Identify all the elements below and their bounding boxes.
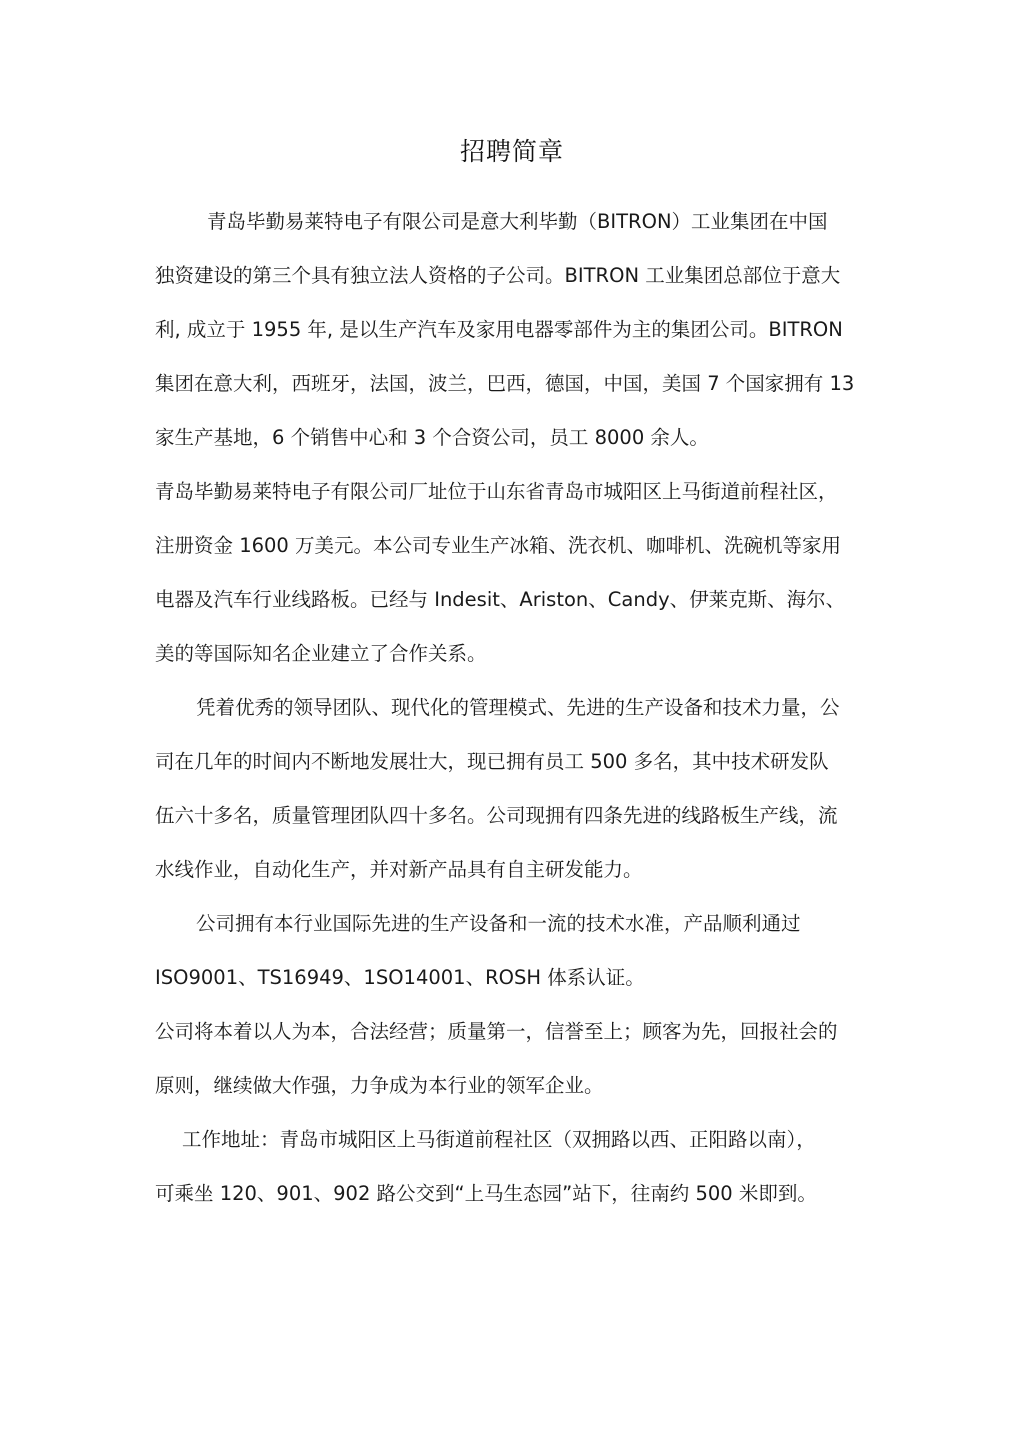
paragraph-line: 工作地址：青岛市城阳区上马街道前程社区（双拥路以西、正阳路以南）， [182,1128,816,1151]
paragraph-line: 青岛毕勤易莱特电子有限公司厂址位于山东省青岛市城阳区上马街道前程社区， [155,480,838,503]
paragraph-line: 利, 成立于 1955 年, 是以生产汽车及家用电器零部件为主的集团公司。BITRON [155,318,843,341]
paragraph-line: 原则，继续做大作强，力争成为本行业的领军企业。 [155,1074,604,1097]
paragraph-line: 公司将本着以人为本，合法经营；质量第一，信誉至上；顾客为先，回报社会的 [155,1020,838,1043]
paragraph-line: 伍六十多名，质量管理团队四十多名。公司现拥有四条先进的线路板生产线，流 [155,804,838,827]
paragraph-line: 青岛毕勤易莱特电子有限公司是意大利毕勤（BITRON）工业集团在中国 [207,210,828,233]
paragraph-line: 水线作业，自动化生产，并对新产品具有自主研发能力。 [155,858,643,881]
paragraph-line: 集团在意大利，西班牙，法国，波兰，巴西，德国，中国，美国 7 个国家拥有 13 [155,372,855,395]
page-title: 招聘简章 [459,137,564,166]
paragraph-line: 注册资金 1600 万美元。本公司专业生产冰箱、洗衣机、咖啡机、洗碗机等家用 [155,534,842,557]
paragraph-line: 司在几年的时间内不断地发展壮大，现已拥有员工 500 多名，其中技术研发队 [155,750,829,773]
paragraph-line: 公司拥有本行业国际先进的生产设备和一流的技术水准，产品顺利通过 [196,912,801,935]
paragraph-line: 家生产基地，6 个销售中心和 3 个合资公司，员工 8000 余人。 [155,426,709,449]
paragraph-line: ISO9001、TS16949、1SO14001、ROSH 体系认证。 [155,966,645,989]
paragraph-line: 电器及汽车行业线路板。已经与 Indesit、Ariston、Candy、伊莱克斯、海尔、 [155,588,846,611]
paragraph-line: 美的等国际知名企业建立了合作关系。 [155,642,487,665]
paragraph-line: 凭着优秀的领导团队、现代化的管理模式、先进的生产设备和技术力量，公 [196,696,840,719]
paragraph-line: 独资建设的第三个具有独立法人资格的子公司。BITRON 工业集团总部位于意大 [155,264,841,287]
paragraph-line: 可乘坐 120、901、902 路公交到“上马生态园”站下，往南约 500 米即到。 [155,1182,817,1205]
